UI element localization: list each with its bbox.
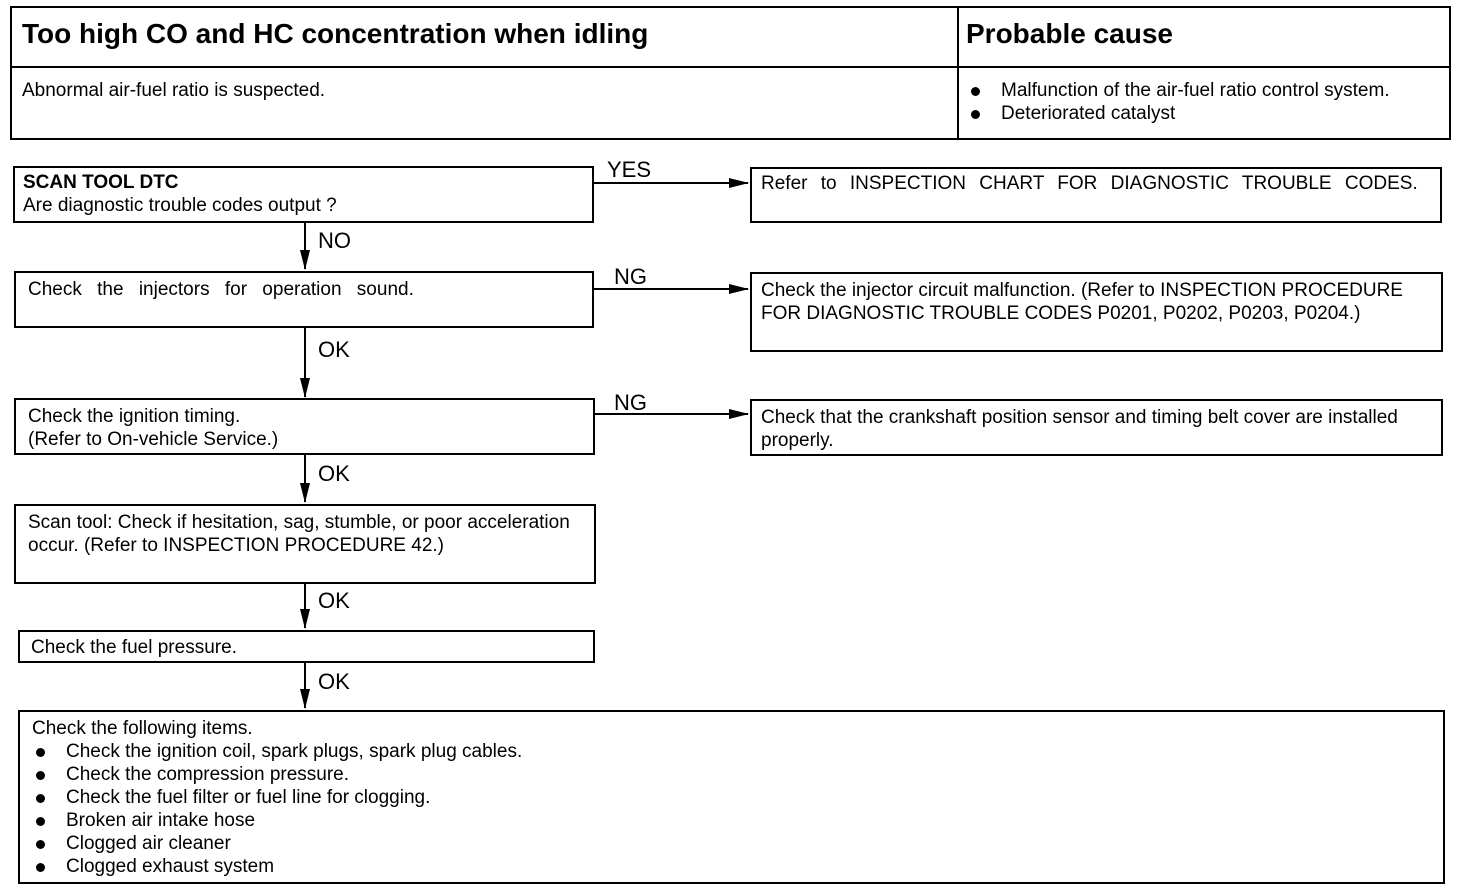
ok-label-4: OK xyxy=(318,669,350,694)
following-items-intro: Check the following items. xyxy=(32,718,253,739)
step-check-ignition-timing xyxy=(14,398,595,455)
fuel-pressure-text: Check the fuel pressure. xyxy=(31,637,237,658)
probable-cause-title: Probable cause xyxy=(966,18,1173,49)
outcome-crankshaft-sensor xyxy=(750,399,1443,456)
no-label: NO xyxy=(318,228,351,253)
ok-label-1: OK xyxy=(318,337,350,362)
check-item: Broken air intake hose xyxy=(32,809,1431,832)
crankshaft-text: Check that the crankshaft position sensor and timing belt cover are installed properly. xyxy=(761,407,1398,451)
outcome-dtc-chart xyxy=(750,167,1442,223)
check-injectors-text: Check the injectors for operation sound. xyxy=(28,279,414,300)
step-scan-tool-dtc xyxy=(13,166,594,223)
check-item: Clogged air cleaner xyxy=(32,832,1431,855)
check-item: Check the compression pressure. xyxy=(32,763,1431,786)
yes-label: YES xyxy=(607,157,652,182)
following-items-list xyxy=(32,740,1431,878)
symptom-title: Too high CO and HC concentration when idling xyxy=(22,18,649,49)
check-item: Check the ignition coil, spark plugs, spark plug cables. xyxy=(32,740,1431,763)
outcome-injector-circuit xyxy=(750,272,1443,352)
ignition-timing-ref: (Refer to On-vehicle Service.) xyxy=(28,429,279,450)
cause-item: Deteriorated catalyst xyxy=(967,102,1447,125)
step-scan-tool-hesitation xyxy=(14,504,596,584)
scan-tool-dtc-title: SCAN TOOL DTC xyxy=(23,172,179,193)
check-item: Clogged exhaust system xyxy=(32,855,1431,878)
ng-label-ignition: NG xyxy=(614,390,647,415)
step-check-fuel-pressure xyxy=(18,630,595,663)
step-check-following-items xyxy=(18,710,1445,884)
step-check-injectors xyxy=(14,271,594,328)
ok-label-3: OK xyxy=(318,588,350,613)
symptom-description: Abnormal air-fuel ratio is suspected. xyxy=(22,80,326,101)
dtc-chart-text: Refer to INSPECTION CHART FOR DIAGNOSTIC TROUBLE CODES. xyxy=(761,173,1418,194)
cause-item: Malfunction of the air-fuel ratio control system. xyxy=(967,79,1447,102)
scan-tool-hesitation-text: Scan tool: Check if hesitation, sag, stumble, or poor acceleration occur. (Refer to INSPECTION PROCEDURE 42.) xyxy=(28,512,570,556)
ignition-timing-text: Check the ignition timing. xyxy=(28,406,241,427)
scan-tool-dtc-question: Are diagnostic trouble codes output ? xyxy=(23,195,337,216)
ok-label-2: OK xyxy=(318,461,350,486)
check-item: Check the fuel filter or fuel line for clogging. xyxy=(32,786,1431,809)
ng-label-injectors: NG xyxy=(614,264,647,289)
injector-circuit-text: Check the injector circuit malfunction. (Refer to INSPECTION PROCEDURE FOR DIAGNOSTIC TROUBLE CODES P0201, P0202, P0203, P0204.) xyxy=(761,280,1403,324)
